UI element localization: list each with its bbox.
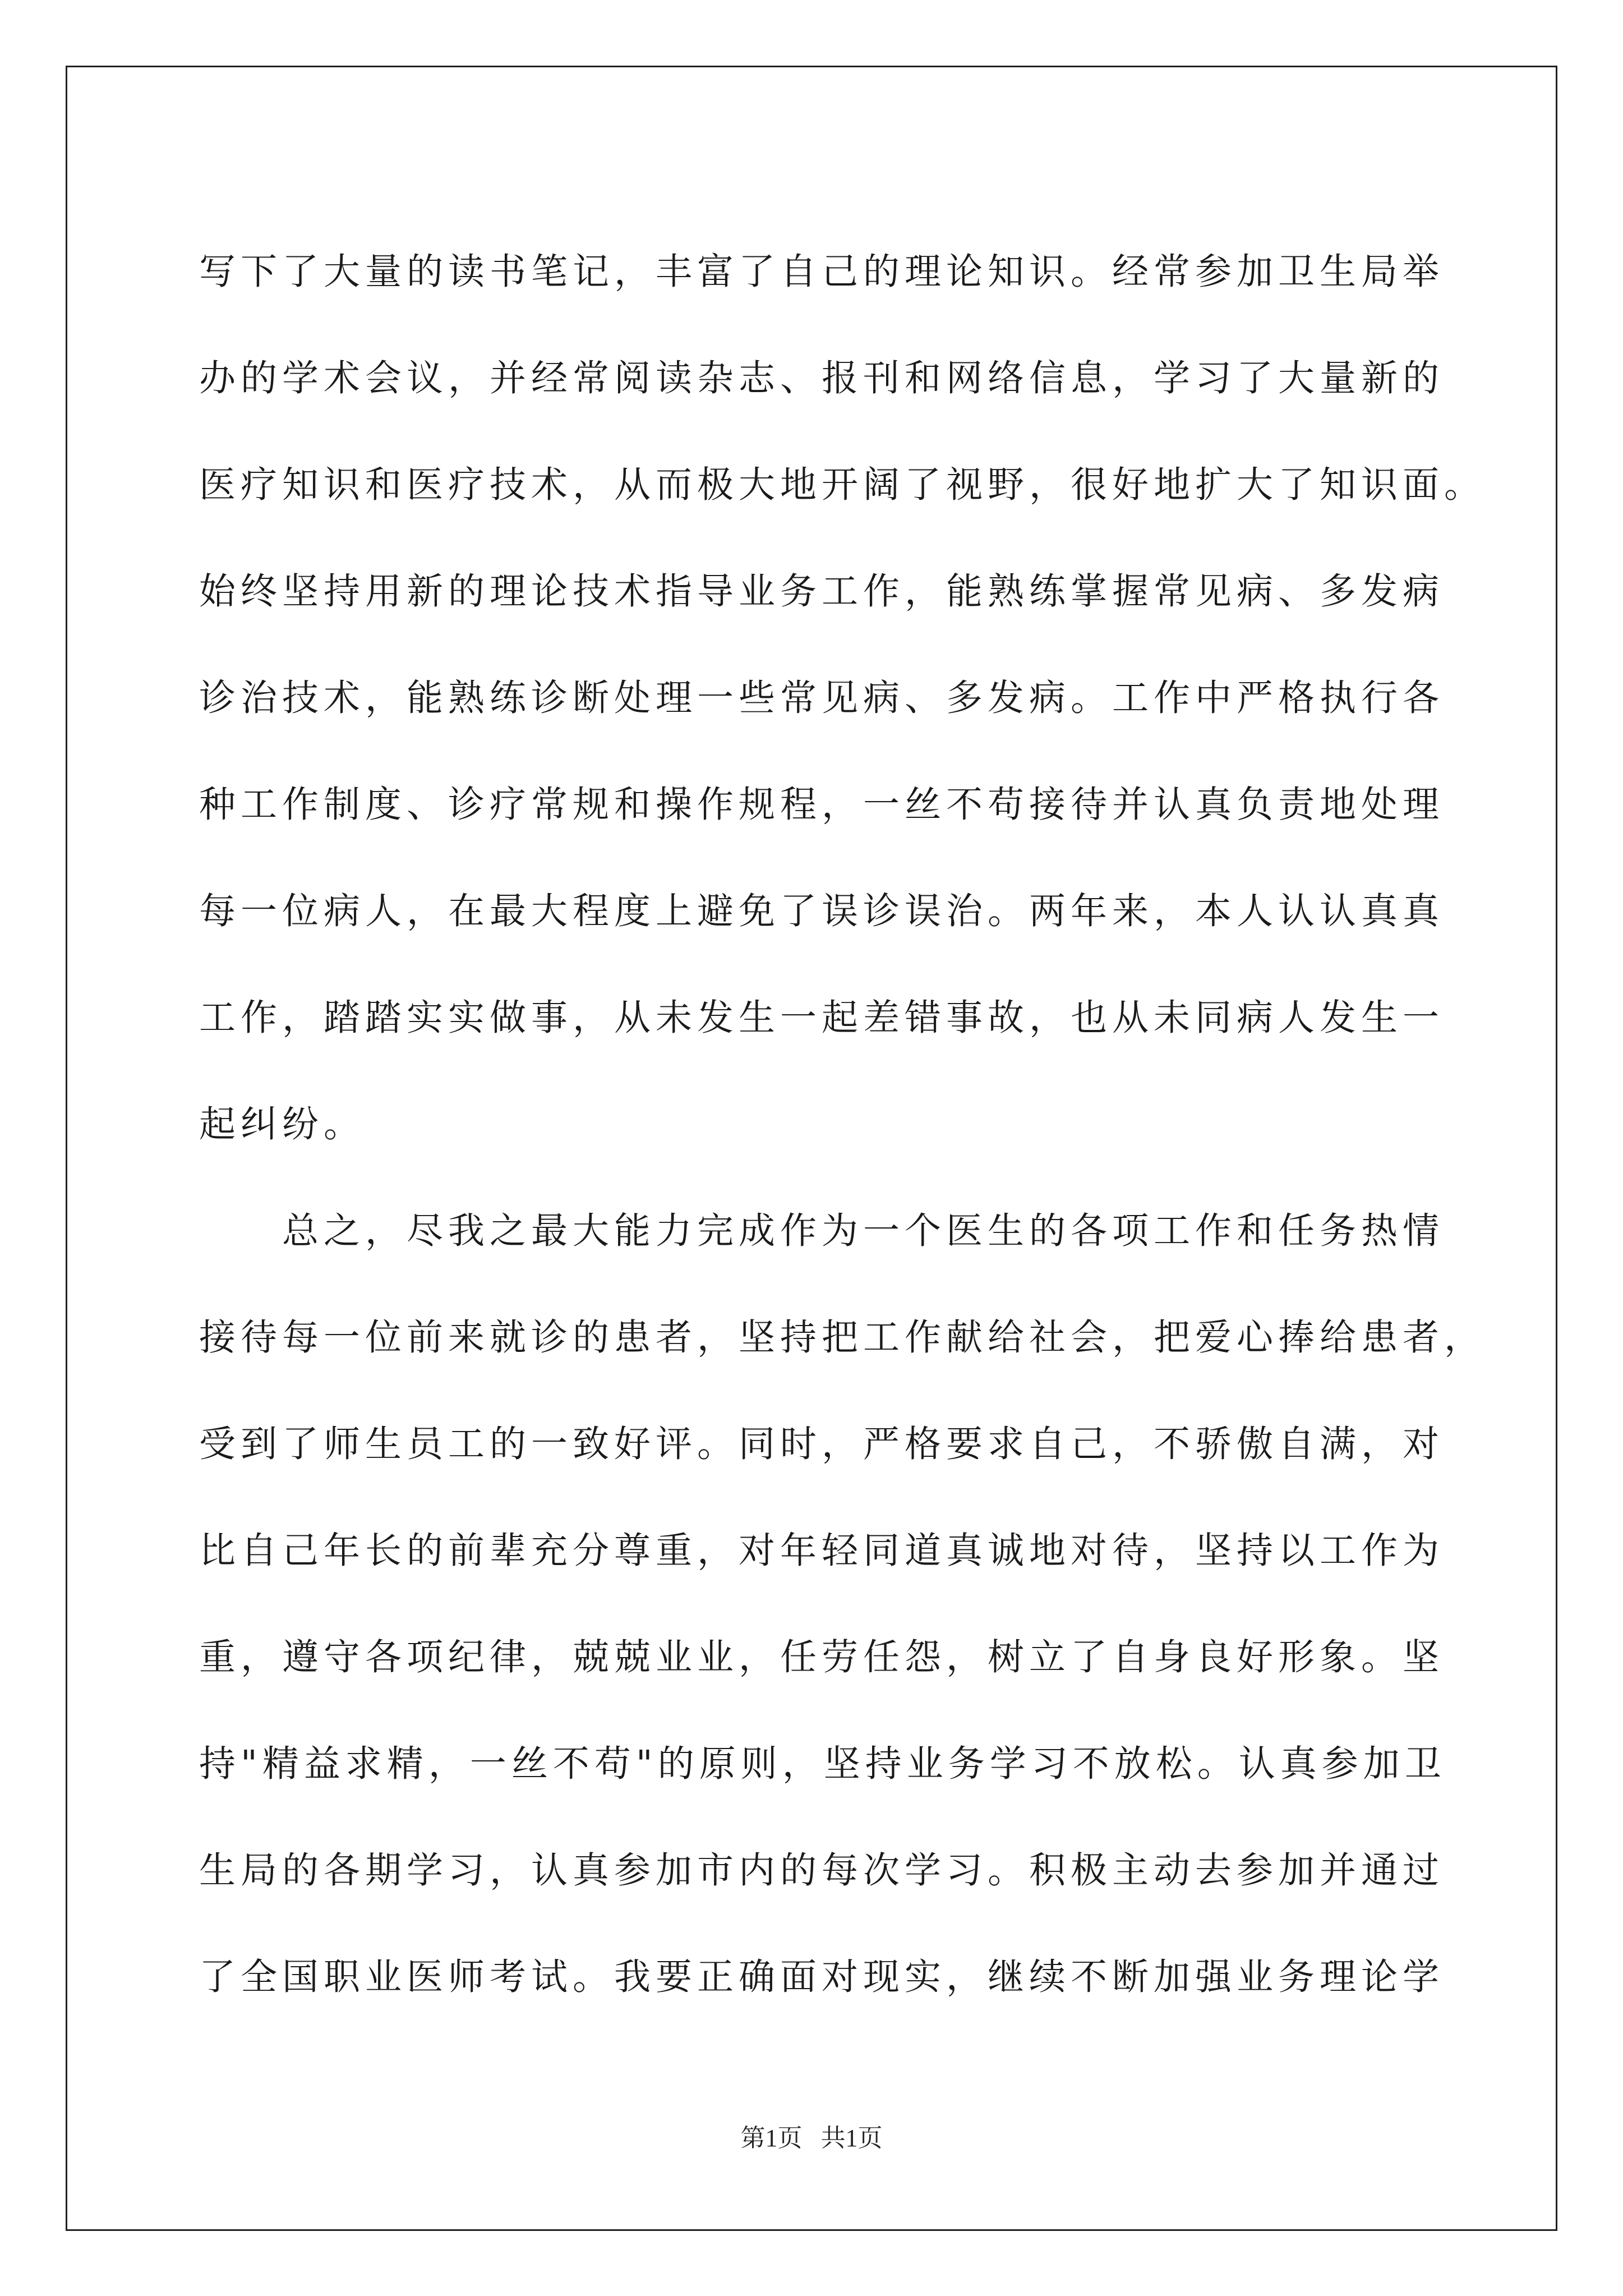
text-line: 持"精益求精，一丝不苟"的原则，坚持业务学习不放松。认真参加卫 <box>199 1743 1446 1785</box>
text-line: 比自己年长的前辈充分尊重，对年轻同道真诚地对待，坚持以工作为 <box>199 1530 1445 1572</box>
text-line: 起纠纷。 <box>199 1103 366 1145</box>
text-line: 重，遵守各项纪律，兢兢业业，任劳任怨，树立了自身良好形象。坚 <box>199 1636 1445 1678</box>
page-footer: 第1页 共1页 <box>740 2124 883 2152</box>
document-body <box>199 219 1486 2031</box>
text-line: 始终坚持用新的理论技术指导业务工作，能熟练掌握常见病、多发病 <box>199 570 1445 613</box>
text-line: 医疗知识和医疗技术，从而极大地开阔了视野，很好地扩大了知识面。 <box>199 464 1486 506</box>
text-line: 每一位病人，在最大程度上避免了误诊误治。两年来，本人认认真真 <box>199 890 1445 932</box>
text-line: 写下了大量的读书笔记，丰富了自己的理论知识。经常参加卫生局举 <box>199 251 1445 293</box>
text-line: 诊治技术，能熟练诊断处理一些常见病、多发病。工作中严格执行各 <box>199 677 1445 719</box>
text-line: 工作，踏踏实实做事，从未发生一起差错事故，也从未同病人发生一 <box>199 997 1445 1039</box>
text-line: 生局的各期学习，认真参加市内的每次学习。积极主动去参加并通过 <box>199 1849 1445 1892</box>
paragraph-first-line: 总之，尽我之最大能力完成作为一个医生的各项工作和任务热情 <box>282 1210 1445 1252</box>
text-line: 办的学术会议，并经常阅读杂志、报刊和网络信息，学习了大量新的 <box>199 357 1445 399</box>
text-line: 种工作制度、诊疗常规和操作规程，一丝不苟接待并认真负责地处理 <box>199 784 1445 826</box>
text-line: 了全国职业医师考试。我要正确面对现实，继续不断加强业务理论学 <box>199 1956 1445 1998</box>
text-line: 接待每一位前来就诊的患者，坚持把工作献给社会，把爱心捧给患者， <box>199 1317 1486 1359</box>
text-line: 受到了师生员工的一致好评。同时，严格要求自己，不骄傲自满，对 <box>199 1423 1445 1465</box>
